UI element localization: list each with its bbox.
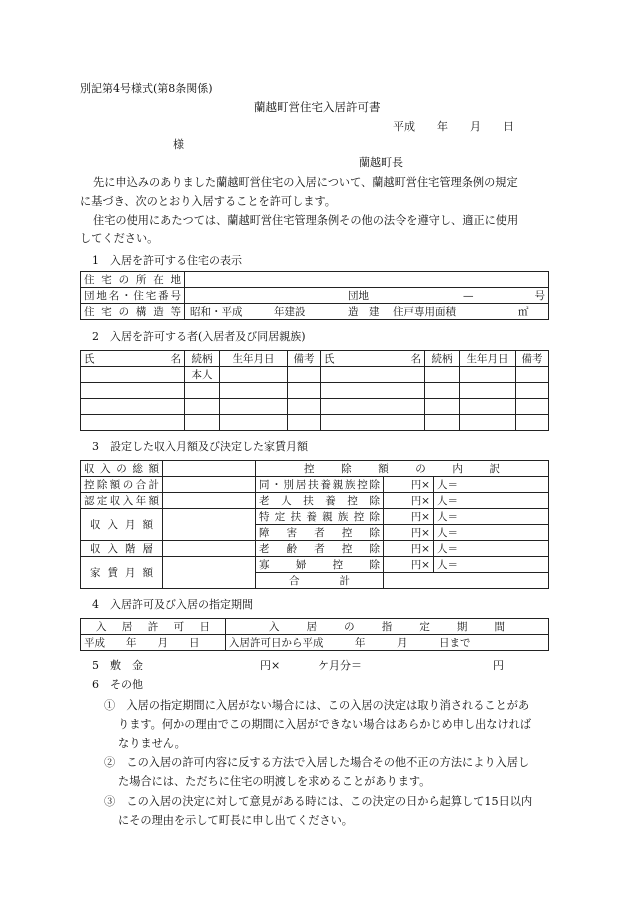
number-go: 号 — [534, 289, 545, 302]
deposit-months: ケ月分＝ — [318, 659, 362, 672]
permit-period-table — [80, 618, 549, 651]
occupants-table — [80, 350, 549, 431]
section-4-heading: 4 入居許可及び入居の指定期間 — [92, 598, 253, 611]
section-3-heading: 3 設定した収入月額及び決定した家賃月額 — [92, 440, 308, 453]
danchi-label: 団地 — [348, 289, 369, 302]
header-note-left: 備考 — [288, 351, 321, 367]
floor-area-label: 住戸専用面積 — [393, 305, 456, 318]
note-1-line-1: ① 入居の指定期間に入居がない場合には、この入居の決定は取り消されることがあ — [104, 699, 530, 712]
housing-number-label: 団地名・住宅番号 — [81, 288, 185, 304]
deduction-total-row: 合計 — [256, 573, 384, 589]
header-relation-right: 続柄 — [425, 351, 460, 367]
deduction-total-label: 控除額の合計 — [81, 477, 163, 493]
area-unit: ㎡ — [518, 305, 529, 318]
number-dash: — — [463, 289, 474, 302]
deduction-aged: 老齢者控除 — [256, 541, 384, 557]
deduction-widow: 寡婦控除 — [256, 557, 384, 573]
deduction-disability: 障害者控除 — [256, 525, 384, 541]
total-income-label: 収入の総額 — [81, 461, 163, 477]
note-2-line-2: た場合には、ただちに住宅の明渡しを求めることがあります。 — [118, 775, 431, 788]
designated-period-header: 入居の指定期間 — [226, 619, 549, 635]
header-dob-right: 生年月日 — [460, 351, 516, 367]
construction-year-label: 年建設 — [274, 305, 306, 318]
section-1-heading: 1 入居を許可する住宅の表示 — [92, 254, 242, 267]
header-name-right: 氏名 — [321, 351, 425, 367]
body-paragraph-2-line-1: 住宅の使用にあたつては、蘭越町営住宅管理条例その他の法令を遵守し、適正に使用 — [93, 214, 519, 227]
deposit-label: 5 敷 金 — [92, 659, 143, 672]
section-6-heading: 6 その他 — [92, 678, 143, 691]
housing-structure-value — [185, 304, 549, 320]
permit-date-header: 入居許可日 — [81, 619, 226, 635]
form-number: 別記第4号様式(第8条関係) — [80, 82, 213, 95]
deduction-specific-dependents: 特定扶養親族控除 — [256, 509, 384, 525]
permit-date-value: 平成 年 月 日 — [81, 635, 226, 651]
header-name-left: 氏名 — [81, 351, 185, 367]
deposit-yen-times: 円× — [260, 659, 281, 672]
monthly-income-label: 収入月額 — [81, 509, 163, 541]
housing-table — [80, 271, 549, 320]
body-paragraph-1-line-2: に基づき、次のとおり入居することを許可します。 — [80, 195, 336, 208]
header-relation-left: 続柄 — [185, 351, 220, 367]
section-2-heading: 2 入居を許可する者(入居者及び同居親族) — [92, 330, 306, 343]
issuer: 蘭越町長 — [359, 156, 403, 169]
housing-structure-label: 住宅の構造等 — [81, 304, 185, 320]
issue-date: 平成 年 月 日 — [393, 120, 514, 133]
deposit-yen: 円 — [493, 659, 504, 672]
note-1-line-3: なりません。 — [118, 737, 186, 750]
housing-location-label: 住宅の所在地 — [81, 272, 185, 288]
housing-location-value — [185, 272, 549, 288]
header-note-right: 備考 — [516, 351, 549, 367]
document-title: 蘭越町営住宅入居許可書 — [254, 100, 381, 114]
structure-type-label: 造 建 — [348, 305, 380, 318]
note-2-line-1: ② この入居の許可内容に反する方法で入居した場合その他不正の方法により入居し — [104, 756, 530, 769]
recognized-income-label: 認定収入年額 — [81, 493, 163, 509]
addressee-suffix: 様 — [173, 138, 184, 151]
body-paragraph-2-line-2: してください。 — [80, 232, 159, 245]
deduction-breakdown-header: 控除額の内訳 — [256, 461, 549, 477]
housing-number-value — [185, 288, 549, 304]
note-3-line-2: にその理由を示して町長に申し出てください。 — [118, 814, 353, 827]
era-label: 昭和・平成 — [190, 305, 243, 318]
note-1-line-2: ります。何かの理由でこの期間に入居ができない場合はあらかじめ申し出なければ — [118, 718, 532, 731]
deduction-elderly-dependents: 老人扶養控除 — [256, 493, 384, 509]
income-bracket-label: 収入階層 — [81, 541, 163, 557]
header-dob-left: 生年月日 — [220, 351, 288, 367]
note-3-line-1: ③ この入居の決定に対して意見がある時には、この決定の日から起算して15日以内 — [104, 795, 533, 808]
designated-period-value: 入居許可日から平成 年 月 日まで — [226, 635, 549, 651]
deduction-dependents: 同・別居扶養親族控除 — [256, 477, 384, 493]
self-relation: 本人 — [185, 367, 220, 383]
monthly-rent-label: 家賃月額 — [81, 557, 163, 589]
body-paragraph-1-line-1: 先に申込みのありました蘭越町営住宅の入居について、蘭越町営住宅管理条例の規定 — [93, 176, 518, 189]
income-table: 収入の総額 控除額の内訳 控除額の合計 同・別居扶養親族控除 円× 人＝ 認定収入年額 老人扶養控除 円× 人＝ 収入月額 特定扶養親族控除 円× 人＝ 障害者控除 円× 人＝ 収入階層 老齢者控除 円× 人＝ 家賃月額 寡婦控除 円× 人＝ 合計 — [80, 460, 549, 589]
